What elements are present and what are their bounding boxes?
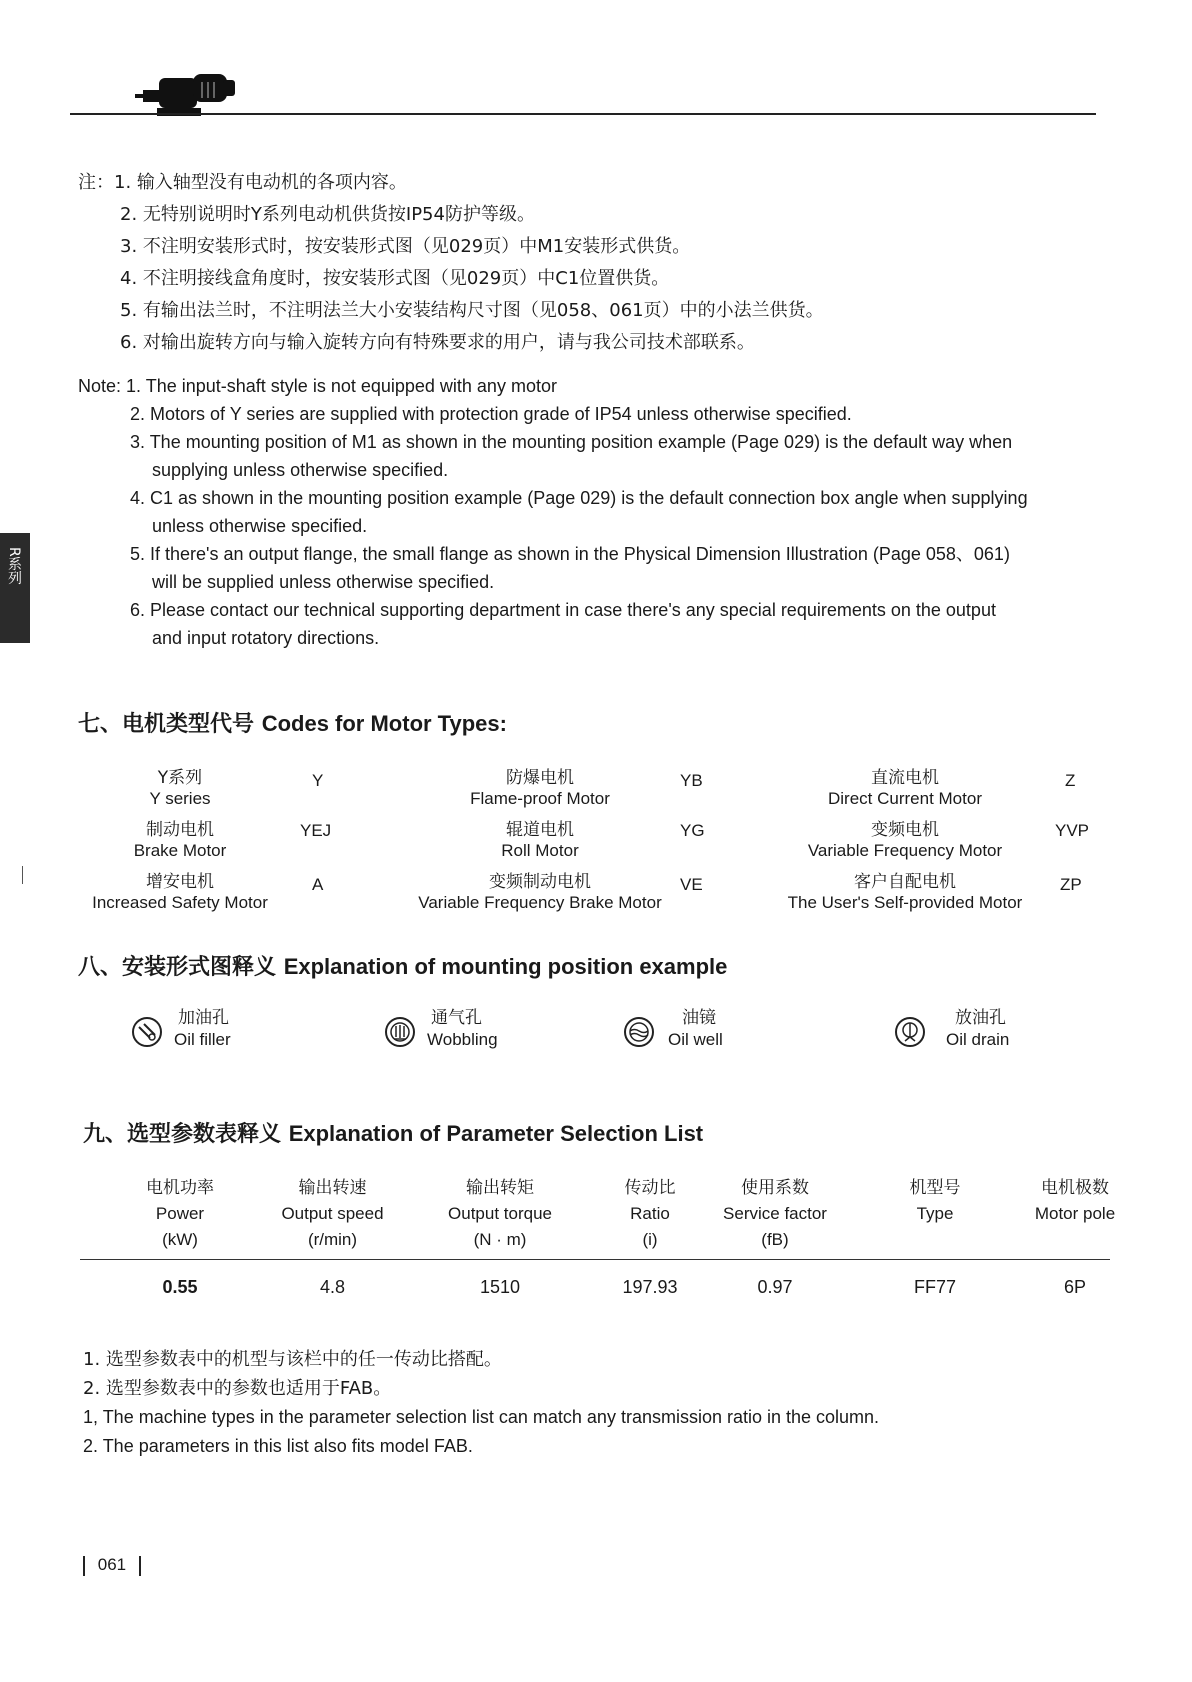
header-en: Output torque — [448, 1204, 552, 1223]
note-cn-item — [78, 295, 824, 327]
motor-type-en: The User's Self-provided Motor — [787, 893, 1023, 912]
note-en-text: 6. Please contact our technical supporting department in case there's any special requirements on the output — [130, 600, 996, 620]
motor-code: ZP — [1060, 875, 1082, 894]
note-en-text: and input rotatory directions. — [152, 628, 380, 648]
note-cn-text: 5. 有输出法兰时，不注明法兰大小安装结构尺寸图（见058、061页）中的小法兰供货。 — [120, 300, 824, 321]
page-number-bar-left — [83, 1556, 85, 1576]
section-8-title — [78, 950, 727, 981]
section-9-title — [83, 1117, 703, 1148]
param-value-power: 0.55 — [162, 1277, 198, 1297]
header-unit: (r/min) — [307, 1230, 358, 1249]
oil-filler-icon — [130, 1015, 164, 1049]
legend-cn: 通气孔 — [431, 1008, 482, 1028]
legend-cn: 油镜 — [682, 1008, 716, 1028]
param-value-speed: 4.8 — [319, 1277, 346, 1297]
note-en-text: 1. The input-shaft style is not equipped with any motor — [126, 376, 557, 396]
motor-code: A — [312, 875, 324, 894]
section-9-title-cn: 九、选型参数表释义 — [83, 1122, 282, 1147]
note-cn-item — [78, 231, 824, 263]
param-value-service-factor: 0.97 — [757, 1277, 793, 1297]
vent-icon — [383, 1015, 417, 1049]
motor-type-cn: 客户自配电机 — [854, 872, 956, 892]
note-en-item — [78, 596, 1118, 624]
footnote-cn: 1. 选型参数表中的机型与该栏中的任一传动比搭配。 — [83, 1349, 502, 1370]
motor-type-cn: 辊道电机 — [506, 820, 574, 840]
legend-en: Oil drain — [946, 1030, 1010, 1049]
note-cn-text: 1. 输入轴型没有电动机的各项内容。 — [114, 172, 407, 193]
header-unit: (N · m) — [473, 1230, 527, 1249]
param-value-ratio: 197.93 — [622, 1277, 678, 1297]
note-cn-text: 6. 对输出旋转方向与输入旋转方向有特殊要求的用户，请与我公司技术部联系。 — [120, 332, 755, 353]
side-section-tab — [0, 533, 30, 643]
motor-code: Y — [312, 771, 324, 790]
motor-type-en: Flame-proof Motor — [470, 789, 610, 808]
motor-code: Z — [1065, 771, 1076, 790]
header-cn: 使用系数 — [741, 1178, 809, 1198]
notes-en-label: Note: — [78, 376, 122, 396]
legend-cn: 放油孔 — [955, 1008, 1006, 1028]
note-en-text: 5. If there's an output flange, the small flange as shown in the Physical Dimension Illustration (Page 058、061) — [130, 544, 1010, 564]
note-en-item — [78, 428, 1118, 456]
notes-en — [78, 372, 1118, 652]
note-en-item-cont — [78, 512, 1118, 540]
legend-cn: 加油孔 — [178, 1008, 229, 1028]
motor-type-cn: 直流电机 — [871, 768, 939, 788]
note-cn-text: 3. 不注明安装形式时，按安装形式图（见029页）中M1安装形式供货。 — [120, 236, 691, 257]
motor-code: VE — [680, 875, 703, 894]
notes-cn — [78, 167, 824, 359]
param-value-type: FF77 — [913, 1277, 956, 1297]
header-cn: 电机极数 — [1041, 1178, 1109, 1198]
header-rule — [70, 113, 1096, 115]
header-cn: 输出转速 — [298, 1178, 367, 1198]
section-7-title-en: Codes for Motor Types: — [261, 711, 507, 736]
note-en-item-cont — [78, 456, 1118, 484]
margin-mark — [22, 866, 23, 884]
header-cn: 机型号 — [909, 1178, 961, 1198]
section-7-title-cn: 七、电机类型代号 — [78, 712, 255, 737]
motor-type-en: Brake Motor — [133, 841, 227, 860]
page-number-text: 061 — [97, 1555, 127, 1574]
legend-en: Oil filler — [174, 1030, 231, 1049]
section-8-title-cn: 八、安装形式图释义 — [78, 955, 277, 980]
footnote-en: 1, The machine types in the parameter selection list can match any transmission ratio in the column. — [83, 1407, 880, 1427]
legend-en: Wobbling — [427, 1030, 498, 1049]
motor-code: YEJ — [300, 821, 332, 840]
param-header-service-factor — [690, 1175, 860, 1253]
param-header-type — [885, 1175, 985, 1227]
param-value-motor-pole: 6P — [1063, 1277, 1087, 1297]
param-header-power — [120, 1175, 240, 1253]
header-cn: 传动比 — [624, 1178, 676, 1198]
header-cn: 电机功率 — [146, 1178, 214, 1198]
param-header-ratio — [600, 1175, 700, 1253]
motor-type-en: Y series — [149, 789, 211, 808]
header-en: Power — [155, 1204, 205, 1223]
notes-cn-label: 注： — [78, 172, 114, 193]
note-en-item — [78, 400, 1118, 428]
table-divider — [80, 1259, 1110, 1260]
note-en-item — [78, 484, 1118, 512]
footnote-en: 2. The parameters in this list also fits model FAB. — [83, 1436, 473, 1456]
note-en-text: 3. The mounting position of M1 as shown in the mounting position example (Page 029) is the default way when — [130, 432, 1013, 452]
gear-motor-logo-icon — [135, 72, 240, 124]
side-tab-label: R系列 — [6, 547, 22, 585]
motor-type-en: Variable Frequency Brake Motor — [418, 893, 662, 912]
page-number-bar-right — [139, 1556, 141, 1576]
note-en-text: will be supplied unless otherwise specified. — [152, 572, 495, 592]
section-7-title — [78, 707, 507, 738]
header-en: Type — [916, 1204, 954, 1223]
section-9-title-en: Explanation of Parameter Selection List — [288, 1121, 704, 1146]
motor-type-en: Roll Motor — [501, 841, 579, 860]
note-en-text: unless otherwise specified. — [152, 516, 368, 536]
motor-type-cn: 制动电机 — [146, 820, 214, 840]
note-en-item — [78, 372, 1118, 400]
param-header-motor-pole — [1005, 1175, 1145, 1227]
motor-type-cn: 变频电机 — [871, 820, 939, 840]
param-header-speed — [255, 1175, 410, 1253]
motor-code: YG — [680, 821, 705, 840]
legend-en: Oil well — [668, 1030, 723, 1049]
header-en: Ratio — [630, 1204, 670, 1223]
header-en: Motor pole — [1034, 1204, 1116, 1223]
note-cn-item — [78, 263, 824, 295]
footnotes — [83, 1345, 879, 1461]
motor-type-en: Variable Frequency Motor — [807, 841, 1003, 860]
motor-type-cn: 增安电机 — [146, 872, 214, 892]
note-cn-item — [78, 199, 824, 231]
header-unit: (kW) — [162, 1230, 198, 1249]
note-en-item-cont — [78, 624, 1118, 652]
header-unit: (fB) — [761, 1230, 789, 1249]
header-en: Output speed — [281, 1204, 384, 1223]
motor-code: YB — [680, 771, 703, 790]
footnote-cn: 2. 选型参数表中的参数也适用于FAB。 — [83, 1378, 392, 1399]
header-unit: (i) — [642, 1230, 658, 1249]
note-cn-text: 4. 不注明接线盒角度时，按安装形式图（见029页）中C1位置供货。 — [120, 268, 670, 289]
motor-type-cn: Y系列 — [157, 768, 203, 788]
oil-sight-glass-icon — [622, 1015, 656, 1049]
note-en-text: 2. Motors of Y series are supplied with protection grade of IP54 unless otherwise specified. — [130, 404, 852, 424]
section-8-title-en: Explanation of mounting position example — [283, 954, 728, 979]
note-en-text: 4. C1 as shown in the mounting position example (Page 029) is the default connection box angle when supplying — [130, 488, 1028, 508]
oil-drain-icon — [893, 1015, 927, 1049]
note-en-text: supplying unless otherwise specified. — [152, 460, 449, 480]
motor-type-en: Direct Current Motor — [828, 789, 982, 808]
param-value-torque: 1510 — [479, 1277, 521, 1297]
param-header-torque — [415, 1175, 585, 1253]
note-cn-item — [78, 167, 824, 199]
header-en: Service factor — [723, 1204, 827, 1223]
note-cn-text: 2. 无特别说明时Y系列电动机供货按IP54防护等级。 — [120, 204, 535, 225]
note-en-item-cont — [78, 568, 1118, 596]
motor-type-cn: 变频制动电机 — [489, 872, 591, 892]
note-cn-item — [78, 327, 824, 359]
page-number — [83, 1555, 141, 1576]
motor-code: YVP — [1055, 821, 1090, 840]
motor-type-cn: 防爆电机 — [506, 768, 574, 788]
note-en-item — [78, 540, 1118, 568]
header-cn: 输出转矩 — [466, 1178, 534, 1198]
motor-type-en: Increased Safety Motor — [92, 893, 268, 912]
